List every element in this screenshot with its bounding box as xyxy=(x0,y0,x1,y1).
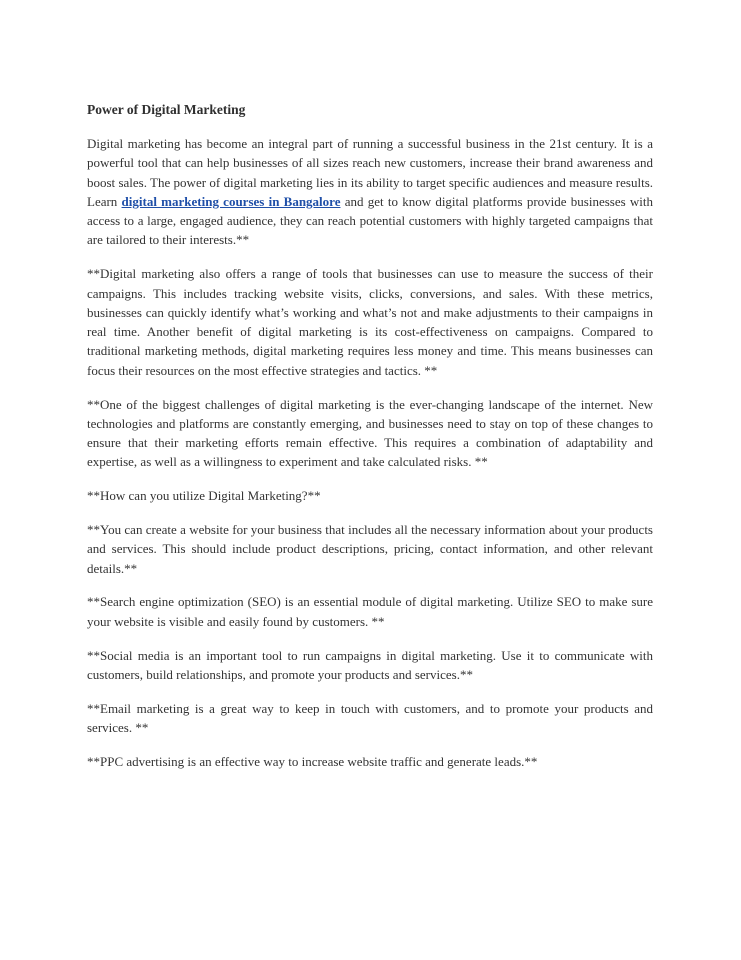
intro-paragraph xyxy=(87,134,653,250)
paragraph-how-utilize: **How can you utilize Digital Marketing?** xyxy=(87,488,321,504)
paragraph-seo: **Search engine optimization (SEO) is an essential module of digital marketing. Utilize SEO to make sure your website is visible and easily found by customers. ** xyxy=(87,594,653,629)
paragraph-challenges: **One of the biggest challenges of digital marketing is the ever-changing landscape of the internet. New technologies and platforms are constantly emerging, and businesses need to stay on top of these changes to ensure that their marketing efforts remain effective. This requires a combination of adaptability and expertise, as well as a willingness to experiment and take calculated risks. ** xyxy=(87,396,653,470)
intro-text-after-link: and get to know digital platforms provide businesses with access to a large, engaged audience, they can reach potential customers with highly targeted campaigns that are tailored to their interests.** xyxy=(87,193,654,248)
paragraph-social-media: **Social media is an important tool to run campaigns in digital marketing. Use it to communicate with customers, build relationships, and promote your products and services.** xyxy=(87,647,653,682)
document-body xyxy=(87,100,653,786)
paragraph-ppc: **PPC advertising is an effective way to increase website traffic and generate leads.** xyxy=(87,753,538,769)
document-title: Power of Digital Marketing xyxy=(87,102,246,117)
paragraph-email-marketing: **Email marketing is a great way to keep in touch with customers, and to promote your products and services. ** xyxy=(87,700,653,735)
paragraph-measure-success: **Digital marketing also offers a range of tools that businesses can use to measure the success of their campaigns. This includes tracking website visits, clicks, conversions, and sales. With these metrics, businesses can quickly identify what’s working and what’s not and make adjustments to their campaigns in real time. Another benefit of digital marketing is its cost-effectiveness on campaigns. Compared to traditional marketing methods, digital marketing requires less money and time. This means businesses can focus their resources on the most effective strategies and tactics. ** xyxy=(87,266,653,378)
intro-text-before-link: Digital marketing has become an integral part of running a successful business in the 21st century. It is a powerful tool that can help businesses of all sizes reach new customers, increase their brand awareness and boost sales. The power of digital marketing lies in its ability to target specific audiences and measure results. Learn xyxy=(87,136,653,209)
paragraph-website: **You can create a website for your business that includes all the necessary information about your products and services. This should include product descriptions, pricing, contact information, and other relevant details.** xyxy=(87,522,653,576)
courses-link[interactable]: digital marketing courses in Bangalore xyxy=(121,193,341,209)
